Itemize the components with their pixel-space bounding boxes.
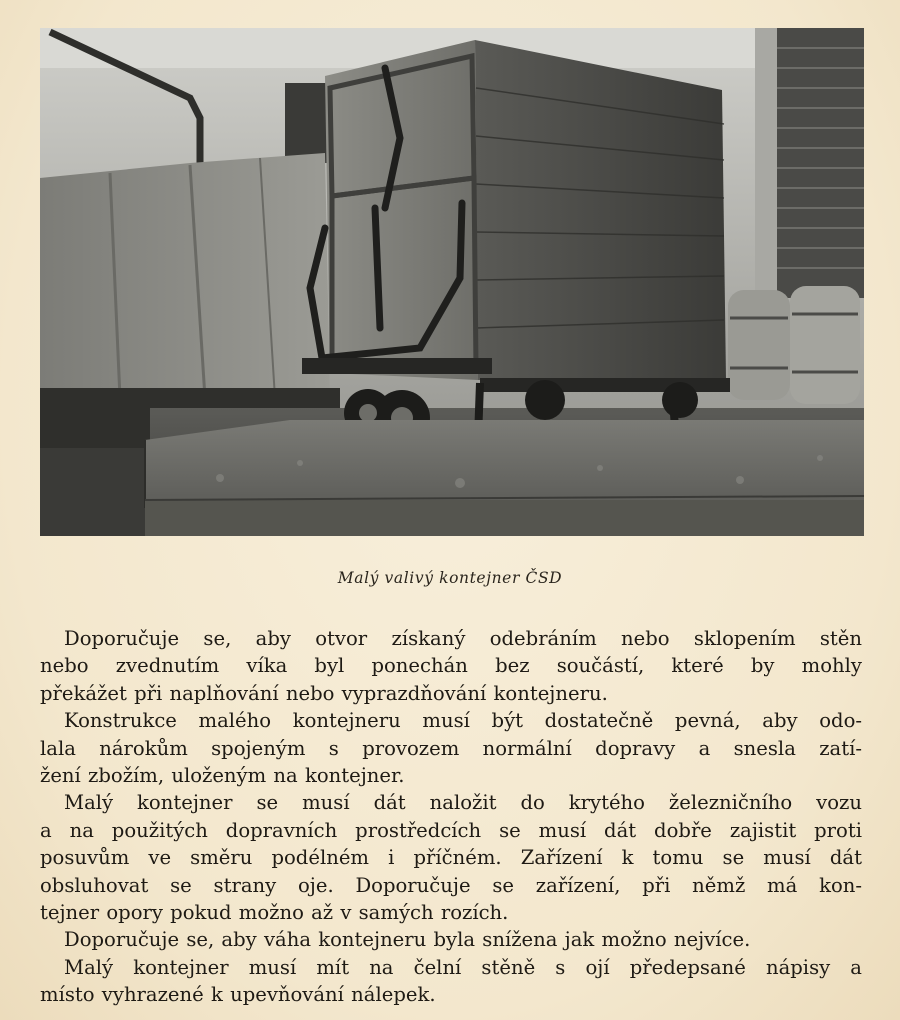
text-line: posuvům ve směru podélném i příčném. Zařízení k tomu se musí dát — [40, 846, 862, 870]
paragraph — [40, 707, 862, 789]
text-line: lala nárokům spojeným s provozem normální dopravy a snesla zatí- — [40, 736, 862, 760]
text-line: a na použitých dopravních prostředcích se musí dát dobře zajistit proti — [40, 818, 862, 842]
paragraph — [40, 954, 862, 1009]
paragraph — [40, 789, 862, 926]
text-line: tejner opory pokud možno až v samých rozích. — [40, 901, 509, 925]
article-body — [40, 625, 862, 1009]
container-photo — [40, 28, 864, 536]
text-line: Malý kontejner musí mít na čelní stěně s ojí předepsané nápisy a — [64, 955, 862, 979]
photo-caption: Malý valivý kontejner ČSD — [337, 569, 563, 587]
paragraph — [40, 625, 862, 707]
text-line: místo vyhrazené k upevňování nálepek. — [40, 983, 436, 1007]
text-line: obsluhovat se strany oje. Doporučuje se zařízení, při němž má kon- — [40, 873, 862, 897]
text-line: Doporučuje se, aby otvor získaný odebráním nebo sklopením stěn — [64, 627, 862, 650]
text-line: Malý kontejner se musí dát naložit do krytého železničního vozu — [64, 791, 862, 815]
text-line: Konstrukce malého kontejneru musí být dostatečně pevná, aby odo- — [64, 709, 862, 733]
text-line: Doporučuje se, aby váha kontejneru byla snížena jak možno nejvíce. — [64, 928, 751, 952]
text-line: překážet při naplňování nebo vyprazdňování kontejneru. — [40, 681, 608, 705]
paragraph — [40, 926, 862, 953]
text-line: žení zbožím, uloženým na kontejner. — [40, 764, 405, 788]
text-line: nebo zvednutím víka byl ponechán bez součástí, které by mohly — [40, 654, 862, 678]
container-photo-illustration — [40, 28, 864, 536]
